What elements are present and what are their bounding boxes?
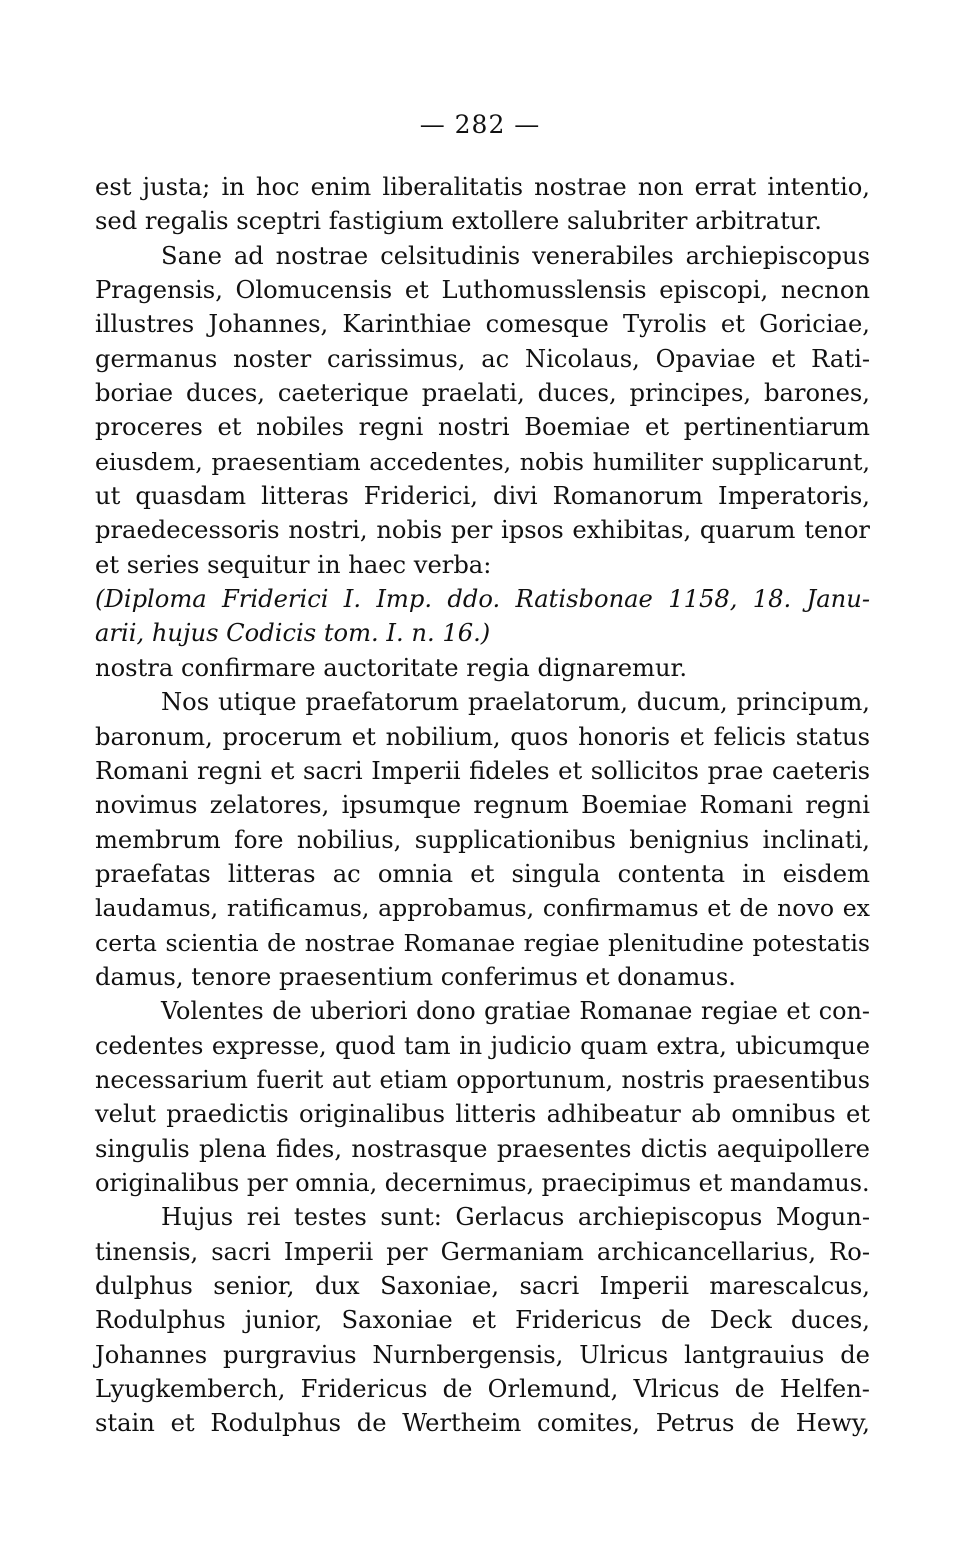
text-line: Nos utique praefatorum praelatorum, ducum, principum, [161,688,870,717]
text-line: et series sequitur in haec verba: [95,550,492,579]
text-line: illustres Johannes, Karinthiae comesque Tyrolis et Goriciae, [95,310,870,339]
text-line: est justa; in hoc enim liberalitatis nostrae non errat intentio, [95,173,870,201]
text-line: boriae duces, caeterique praelati, duces, principes, barones, [95,379,870,408]
text-line: necessarium fuerit aut etiam opportunum, nostris praesentibus [95,1065,870,1094]
text-line: novimus zelatores, ipsumque regnum Boemiae Romani regni [95,791,870,820]
text-line: (Diploma Friderici I. Imp. ddo. Ratisbonae 1158, 18. Janu- [95,585,870,614]
text-line: nostra confirmare auctoritate regia dignaremur. [95,653,688,682]
text-line: tinensis, sacri Imperii per Germaniam archicancellarius, Ro- [95,1237,870,1266]
text-line: Johannes purgravius Nurnbergensis, Ulricus lantgrauius de [95,1340,870,1369]
page-number: — 282 — [419,110,541,139]
text-line: arii, hujus Codicis tom. I. n. 16.) [95,619,491,648]
text-line: eiusdem, praesentiam accedentes, nobis humiliter supplicarunt, [95,447,870,476]
text-line: cedentes expresse, quod tam in judicio quam extra, ubicumque [95,1031,870,1060]
text-line: Rodulphus junior, Saxoniae et Fridericus de Deck duces, [95,1306,870,1335]
text-line: praefatas litteras ac omnia et singula contenta in eisdem [95,859,870,888]
text-line: damus, tenore praesentium conferimus et donamus. [95,962,736,991]
text-line: Sane ad nostrae celsitudinis venerabiles archiepiscopus [161,241,870,270]
text-line: certa scientia de nostrae Romanae regiae plenitudine potestatis [95,928,870,957]
text-line: laudamus, ratificamus, approbamus, confirmamus et de novo ex [95,894,870,923]
body-text [95,170,870,1441]
text-line: ut quasdam litteras Friderici, divi Romanorum Imperatoris, [95,482,870,511]
text-line: Hujus rei testes sunt: Gerlacus archiepiscopus Mogun- [161,1203,870,1232]
text-line: Pragensis, Olomucensis et Luthomusslensis episcopi, necnon [95,276,870,305]
text-line: germanus noster carissimus, ac Nicolaus, Opaviae et Rati- [95,344,870,373]
text-line: singulis plena fides, nostrasque praesentes dictis aequipollere [95,1134,870,1163]
text-line: sed regalis sceptri fastigium extollere salubriter arbitratur. [95,207,822,236]
text-line: velut praedictis originalibus litteris adhibeatur ab omnibus et [95,1100,870,1129]
text-line: baronum, procerum et nobilium, quos honoris et felicis status [95,722,870,751]
text-line: proceres et nobiles regni nostri Boemiae et pertinentiarum [95,413,870,442]
text-line: Volentes de uberiori dono gratiae Romanae regiae et con- [161,997,870,1026]
text-line: Lyugkemberch, Fridericus de Orlemund, Vlricus de Helfen- [95,1375,870,1404]
text-line: originalibus per omnia, decernimus, praecipimus et mandamus. [95,1168,870,1197]
text-line: membrum fore nobilius, supplicationibus benignius inclinati, [95,825,870,854]
text-line: Romani regni et sacri Imperii fideles et sollicitos prae caeteris [95,756,870,785]
text-line: stain et Rodulphus de Wertheim comites, Petrus de Hewy, [95,1409,870,1438]
text-line: dulphus senior, dux Saxoniae, sacri Imperii marescalcus, [95,1272,870,1300]
text-line: praedecessoris nostri, nobis per ipsos exhibitas, quarum tenor [95,516,870,545]
